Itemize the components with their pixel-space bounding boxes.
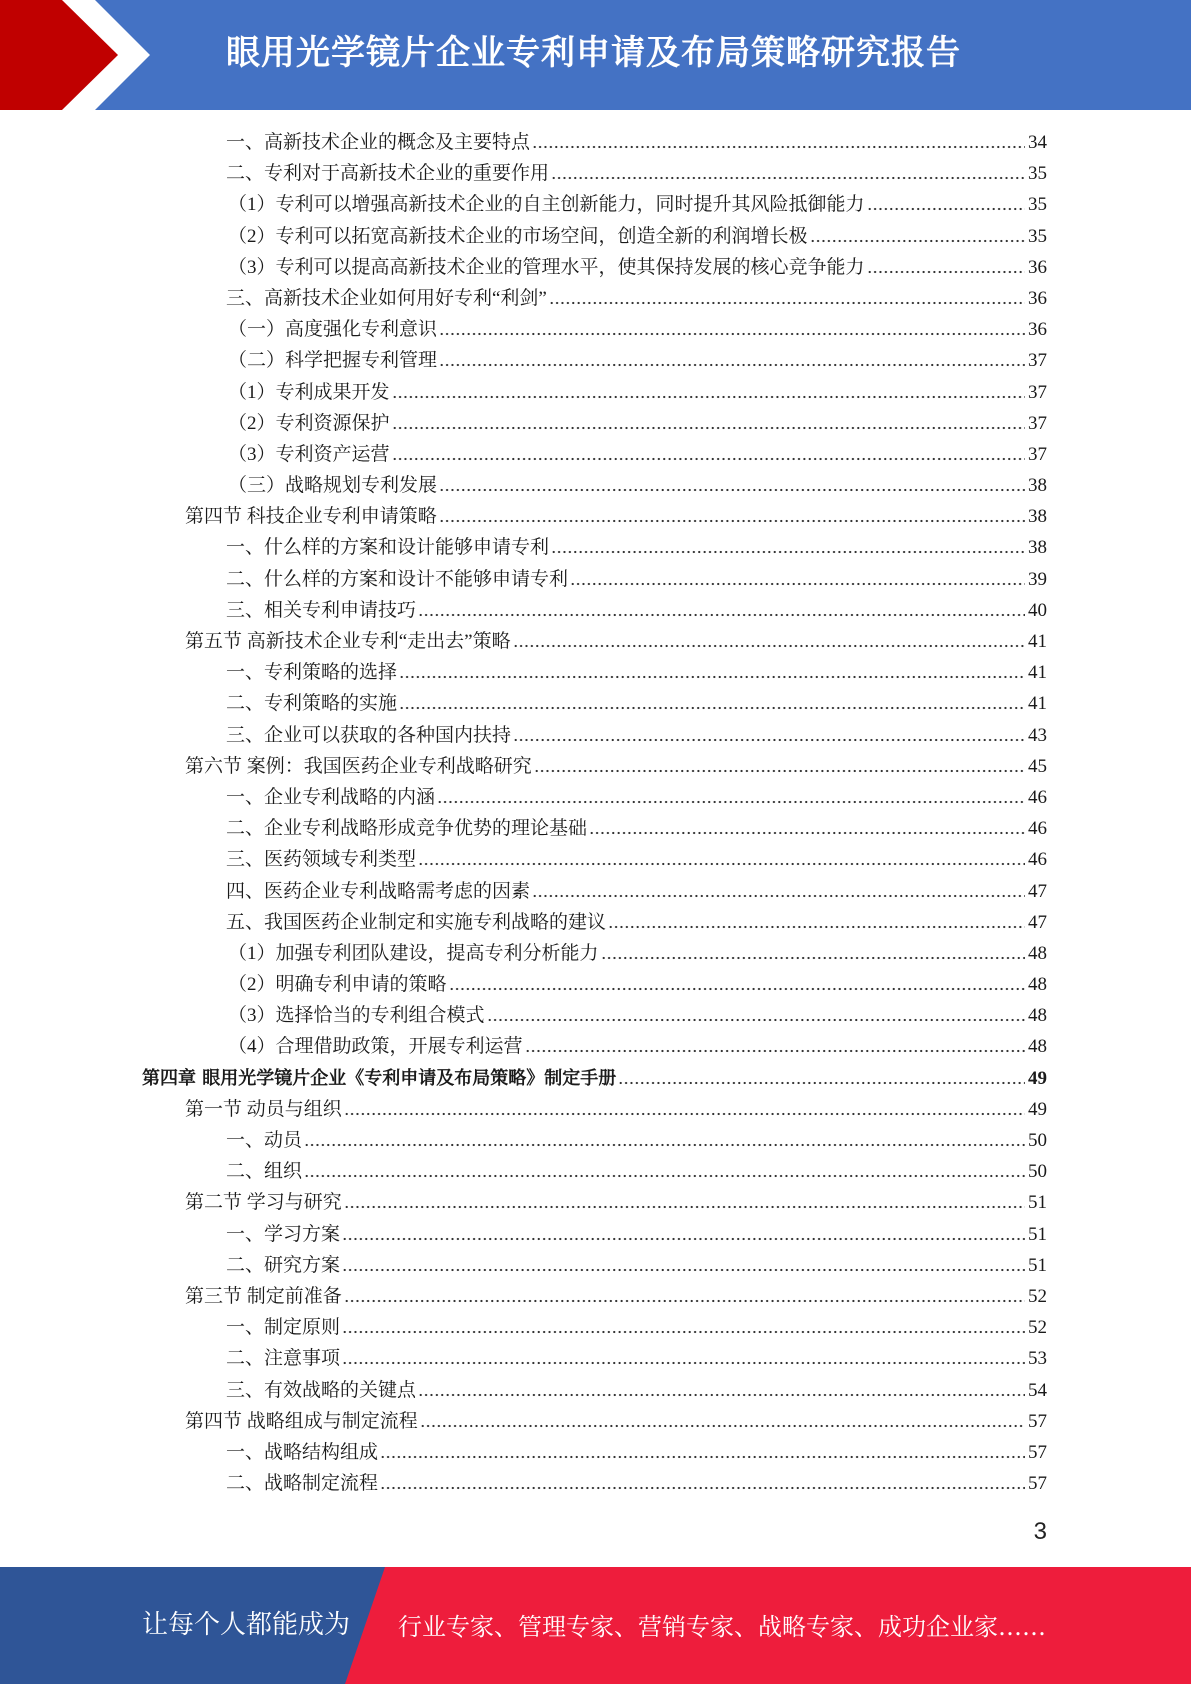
- toc-dot-leader: [439, 519, 1025, 523]
- toc-entry-page: 35: [1027, 189, 1047, 220]
- toc-entry[interactable]: [0, 314, 1191, 345]
- toc-entry-page: 51: [1027, 1250, 1047, 1281]
- toc-entry-page: 47: [1027, 907, 1047, 938]
- toc-entry[interactable]: [0, 501, 1191, 532]
- toc-entry-page: 50: [1027, 1156, 1047, 1187]
- toc-entry-title: 第四章 眼用光学镜片企业《专利申请及布局策略》制定手册: [142, 1067, 617, 1089]
- toc-entry-title: 五、我国医药企业制定和实施专利战略的建议: [226, 911, 607, 933]
- toc-entry[interactable]: [0, 751, 1191, 782]
- toc-dot-leader: [344, 1112, 1025, 1116]
- toc-dot-leader: [342, 1330, 1025, 1334]
- footer-slogan-right: 行业专家、管理专家、营销专家、战略专家、成功企业家……: [398, 1613, 1046, 1641]
- toc-entry[interactable]: [0, 657, 1191, 688]
- toc-dot-leader: [810, 239, 1025, 243]
- toc-entry-title: 二、研究方案: [226, 1254, 341, 1276]
- toc-entry[interactable]: [0, 1281, 1191, 1312]
- toc-entry-title: 一、企业专利战略的内涵: [226, 786, 436, 808]
- toc-entry-title: （1）专利可以增强高新技术企业的自主创新能力，同时提升其风险抵御能力: [228, 194, 865, 216]
- toc-entry-page: 48: [1027, 1031, 1047, 1062]
- toc-entry-title: 第六节 案例：我国医药企业专利战略研究: [185, 755, 532, 777]
- toc-dot-leader: [532, 145, 1025, 149]
- toc-entry[interactable]: [0, 782, 1191, 813]
- toc-entry-title: 四、医药企业专利战略需考虑的因素: [226, 880, 531, 902]
- toc-dot-leader: [439, 363, 1025, 367]
- toc-entry-page: 48: [1027, 969, 1047, 1000]
- toc-entry-title: 一、制定原则: [226, 1317, 341, 1339]
- toc-dot-leader: [418, 613, 1025, 617]
- toc-entry[interactable]: [0, 1312, 1191, 1343]
- toc-dot-leader: [549, 301, 1025, 305]
- toc-entry-title: （2）明确专利申请的策略: [228, 974, 447, 996]
- toc-entry-title: 一、什么样的方案和设计能够申请专利: [226, 537, 550, 559]
- toc-dot-leader: [420, 1424, 1025, 1428]
- toc-entry-page: 38: [1027, 532, 1047, 563]
- toc-entry-title: 第四节 战略组成与制定流程: [185, 1410, 418, 1432]
- toc-entry-page: 57: [1027, 1437, 1047, 1468]
- toc-entry-page: 38: [1027, 470, 1047, 501]
- toc-entry[interactable]: [0, 439, 1191, 470]
- toc-entry-page: 48: [1027, 938, 1047, 969]
- toc-entry[interactable]: [0, 1000, 1191, 1031]
- toc-entry-page: 52: [1027, 1281, 1047, 1312]
- toc-entry-title: （4）合理借助政策，开展专利运营: [228, 1036, 523, 1058]
- toc-dot-leader: [304, 1143, 1025, 1147]
- toc-dot-leader: [342, 1237, 1025, 1241]
- toc-entry-title: 二、注意事项: [226, 1348, 341, 1370]
- toc-entry-page: 53: [1027, 1343, 1047, 1374]
- toc-entry-page: 51: [1027, 1219, 1047, 1250]
- toc-entry-title: （2）专利可以拓宽高新技术企业的市场空间，创造全新的利润增长极: [228, 225, 808, 247]
- toc-dot-leader: [342, 1268, 1025, 1272]
- toc-entry-title: 第二节 学习与研究: [185, 1192, 342, 1214]
- toc-entry[interactable]: [0, 688, 1191, 719]
- toc-entry-title: （3）选择恰当的专利组合模式: [228, 1005, 485, 1027]
- toc-dot-leader: [439, 332, 1025, 336]
- footer-slogan-left: 让每个人都能成为: [142, 1610, 351, 1640]
- page-header: [0, 0, 1191, 110]
- toc-entry[interactable]: [0, 1468, 1191, 1499]
- toc-entry-page: 37: [1027, 345, 1047, 376]
- toc-entry[interactable]: [0, 1250, 1191, 1281]
- toc-entry-title: 第一节 动员与组织: [185, 1098, 342, 1120]
- toc-dot-leader: [867, 270, 1025, 274]
- toc-entry[interactable]: [0, 532, 1191, 563]
- toc-entry[interactable]: [0, 1406, 1191, 1437]
- toc-entry-page: 45: [1027, 751, 1047, 782]
- toc-dot-leader: [513, 644, 1025, 648]
- toc-dot-leader: [392, 426, 1025, 430]
- toc-entry[interactable]: [0, 969, 1191, 1000]
- toc-entry-title: 二、战略制定流程: [226, 1473, 379, 1495]
- toc-dot-leader: [551, 550, 1025, 554]
- toc-dot-leader: [449, 987, 1025, 991]
- toc-entry-title: 一、高新技术企业的概念及主要特点: [226, 132, 531, 153]
- toc-entry[interactable]: [0, 158, 1191, 189]
- toc-entry-page: 46: [1027, 844, 1047, 875]
- toc-entry-page: 51: [1027, 1187, 1047, 1218]
- toc-dot-leader: [439, 488, 1025, 492]
- toc-entry[interactable]: [0, 720, 1191, 751]
- toc-dot-leader: [532, 894, 1025, 898]
- toc-entry[interactable]: [0, 283, 1191, 314]
- toc-dot-leader: [344, 1299, 1025, 1303]
- toc-dot-leader: [380, 1455, 1025, 1459]
- toc-dot-leader: [392, 457, 1025, 461]
- toc-dot-leader: [487, 1018, 1025, 1022]
- toc-entry-page: 37: [1027, 439, 1047, 470]
- toc-entry[interactable]: [0, 938, 1191, 969]
- toc-entry[interactable]: [0, 907, 1191, 938]
- page-footer: [0, 1567, 1191, 1684]
- toc-dot-leader: [342, 1361, 1025, 1365]
- toc-entry[interactable]: [0, 1094, 1191, 1125]
- toc-entry[interactable]: [0, 564, 1191, 595]
- toc-entry-title: 二、组织: [226, 1161, 303, 1183]
- toc-entry[interactable]: [0, 377, 1191, 408]
- toc-entry-page: 34: [1027, 127, 1047, 158]
- toc-entry-title: 二、专利策略的实施: [226, 693, 398, 715]
- toc-entry-page: 37: [1027, 377, 1047, 408]
- toc-entry[interactable]: [0, 1125, 1191, 1156]
- toc-entry[interactable]: [0, 189, 1191, 220]
- toc-entry-title: 三、有效战略的关键点: [226, 1379, 417, 1401]
- toc-entry-page: 39: [1027, 564, 1047, 595]
- toc-dot-leader: [570, 582, 1025, 586]
- toc-entry[interactable]: [0, 408, 1191, 439]
- toc-entry-page: 41: [1027, 688, 1047, 719]
- toc-entry-page: 54: [1027, 1375, 1047, 1406]
- toc-dot-leader: [399, 675, 1025, 679]
- toc-entry-page: 43: [1027, 720, 1047, 751]
- toc-entry-page: 35: [1027, 158, 1047, 189]
- toc-entry-page: 49: [1027, 1094, 1047, 1125]
- toc-entry-title: 二、什么样的方案和设计不能够申请专利: [226, 568, 569, 590]
- toc-entry-page: 36: [1027, 283, 1047, 314]
- toc-entry-title: 三、医药领域专利类型: [226, 849, 417, 871]
- toc-entry-page: 50: [1027, 1125, 1047, 1156]
- toc-entry[interactable]: [0, 221, 1191, 252]
- toc-entry[interactable]: [0, 1156, 1191, 1187]
- toc-entry[interactable]: [0, 1031, 1191, 1062]
- toc-entry-title: 一、战略结构组成: [226, 1441, 379, 1463]
- toc-entry-title: 三、相关专利申请技巧: [226, 599, 417, 621]
- toc-dot-leader: [534, 769, 1025, 773]
- toc-dot-leader: [304, 1174, 1025, 1178]
- table-of-contents: [0, 127, 1191, 1499]
- toc-dot-leader: [344, 1205, 1025, 1209]
- toc-entry[interactable]: [0, 1063, 1191, 1094]
- toc-entry-title: 一、动员: [226, 1130, 303, 1151]
- toc-entry-title: （3）专利可以提高高新技术企业的管理水平，使其保持发展的核心竞争能力: [228, 256, 865, 278]
- toc-dot-leader: [380, 1486, 1025, 1490]
- toc-entry[interactable]: [0, 470, 1191, 501]
- toc-dot-leader: [618, 1081, 1025, 1085]
- toc-entry-title: 第四节 科技企业专利申请策略: [185, 506, 437, 528]
- toc-entry-page: 36: [1027, 252, 1047, 283]
- toc-dot-leader: [525, 1049, 1025, 1053]
- toc-entry-page: 57: [1027, 1468, 1047, 1499]
- toc-entry-title: （一）高度强化专利意识: [228, 319, 438, 341]
- toc-dot-leader: [601, 956, 1025, 960]
- chevron-arrow-icon: [0, 0, 160, 110]
- toc-dot-leader: [513, 738, 1025, 742]
- toc-dot-leader: [437, 800, 1025, 804]
- toc-entry-title: 第五节 高新技术企业专利“走出去”策略: [185, 631, 511, 652]
- toc-entry-page: 49: [1027, 1063, 1047, 1094]
- toc-dot-leader: [399, 706, 1025, 710]
- toc-entry-title: 二、企业专利战略形成竞争优势的理论基础: [226, 818, 588, 840]
- toc-entry-page: 38: [1027, 501, 1047, 532]
- toc-entry-page: 40: [1027, 595, 1047, 626]
- toc-entry[interactable]: [0, 626, 1191, 657]
- toc-dot-leader: [418, 862, 1025, 866]
- toc-entry-page: 41: [1027, 657, 1047, 688]
- toc-entry[interactable]: [0, 1187, 1191, 1218]
- toc-entry-page: 48: [1027, 1000, 1047, 1031]
- toc-dot-leader: [867, 207, 1025, 211]
- toc-entry[interactable]: [0, 1343, 1191, 1374]
- toc-entry-page: 46: [1027, 782, 1047, 813]
- toc-entry-title: 一、专利策略的选择: [226, 662, 398, 684]
- toc-entry-title: （二）科学把握专利管理: [228, 350, 438, 372]
- toc-entry-page: 37: [1027, 408, 1047, 439]
- toc-entry-title: （1）加强专利团队建设，提高专利分析能力: [228, 942, 599, 964]
- toc-entry-title: （1）专利成果开发: [228, 381, 390, 403]
- toc-entry[interactable]: [0, 813, 1191, 844]
- toc-entry[interactable]: [0, 252, 1191, 283]
- toc-dot-leader: [392, 395, 1025, 399]
- toc-dot-leader: [551, 176, 1025, 180]
- toc-entry-page: 57: [1027, 1406, 1047, 1437]
- toc-entry[interactable]: [0, 876, 1191, 907]
- toc-entry[interactable]: [0, 844, 1191, 875]
- toc-entry-title: 一、学习方案: [226, 1223, 341, 1245]
- toc-entry[interactable]: [0, 1375, 1191, 1406]
- toc-dot-leader: [418, 1393, 1025, 1397]
- toc-dot-leader: [608, 925, 1025, 929]
- toc-entry-title: 三、高新技术企业如何用好专利“利剑”: [226, 287, 547, 309]
- toc-entry-page: 41: [1027, 626, 1047, 657]
- toc-entry-page: 47: [1027, 876, 1047, 907]
- toc-entry[interactable]: [0, 1437, 1191, 1468]
- toc-entry[interactable]: [0, 127, 1191, 158]
- toc-entry[interactable]: [0, 345, 1191, 376]
- toc-entry[interactable]: [0, 1219, 1191, 1250]
- toc-entry-title: （3）专利资产运营: [228, 443, 390, 465]
- toc-entry-title: 三、企业可以获取的各种国内扶持: [226, 724, 512, 746]
- toc-entry-title: （三）战略规划专利发展: [228, 475, 438, 497]
- toc-dot-leader: [589, 831, 1025, 835]
- toc-entry-page: 46: [1027, 813, 1047, 844]
- toc-entry-title: （2）专利资源保护: [228, 412, 390, 434]
- toc-entry-page: 35: [1027, 221, 1047, 252]
- toc-entry-title: 二、专利对于高新技术企业的重要作用: [226, 163, 550, 185]
- report-title: 眼用光学镜片企业专利申请及布局策略研究报告: [226, 33, 961, 73]
- toc-entry-title: 第三节 制定前准备: [185, 1285, 342, 1307]
- page-number: 3: [1033, 1518, 1047, 1545]
- toc-entry-page: 36: [1027, 314, 1047, 345]
- toc-entry[interactable]: [0, 595, 1191, 626]
- toc-entry-page: 52: [1027, 1312, 1047, 1343]
